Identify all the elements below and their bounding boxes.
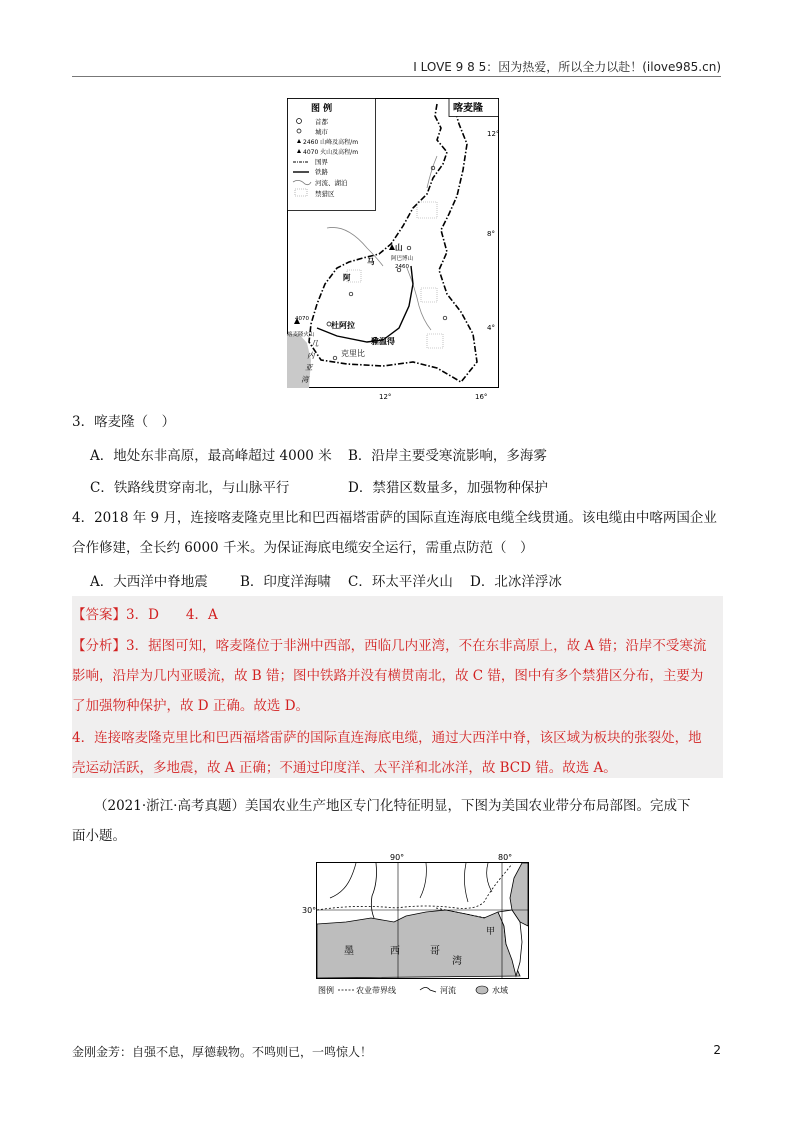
place-label: 雅温得 bbox=[371, 337, 395, 346]
us-agriculture-map bbox=[302, 852, 530, 1000]
map1-legend-item: 禁猎区 bbox=[315, 190, 335, 198]
analysis-line: 影响，沿岸为几内亚暖流，故 B 错；图中铁路并没有横贯南北，故 C 错，图中有多个禁猎区分布，主要为 bbox=[72, 668, 704, 684]
map2-legend-item: 农业带界线 bbox=[356, 986, 396, 995]
map1-title: 喀麦隆 bbox=[453, 103, 483, 114]
lon-label: 80° bbox=[498, 853, 513, 862]
sea-label: 亚 bbox=[305, 363, 313, 372]
intro-line1: （2021·浙江·高考真题）美国农业生产地区专门化特征明显，下图为美国农业带分布局部图。完成下 bbox=[94, 798, 691, 814]
place-label: 4070 bbox=[295, 316, 309, 322]
sea-label: 内 bbox=[307, 351, 315, 360]
lon-label: 90° bbox=[390, 853, 405, 862]
q4-option-b: B．印度洋海啸 bbox=[240, 574, 331, 590]
place-label: 甲 bbox=[486, 927, 496, 937]
place-label: 阿巴博山 bbox=[391, 256, 414, 262]
page-footer: 金刚金芳：自强不息，厚德载物。不鸣则已，一鸣惊人！ bbox=[72, 1045, 373, 1059]
answer-line: 【答案】3．D 4．A bbox=[72, 607, 218, 623]
place-label: 克里比 bbox=[341, 349, 365, 358]
sea-label-char: 墨 bbox=[344, 946, 354, 957]
q3-option-a: A．地处东非高原，最高峰超过 4000 米 bbox=[90, 448, 332, 464]
q3-option-b: B．沿岸主要受寒流影响，多海雾 bbox=[348, 448, 547, 464]
map1-legend-item: 铁路 bbox=[315, 168, 328, 176]
sea-label-char: 哥 bbox=[430, 946, 440, 957]
sea-label-char: 湾 bbox=[452, 956, 462, 967]
q3-option-d: D．禁猎区数量多，加强物种保护 bbox=[348, 480, 548, 496]
lat-label: 4° bbox=[487, 324, 495, 332]
place-label: 山 bbox=[395, 243, 403, 252]
place-label: 喀麦隆火山 bbox=[287, 332, 315, 338]
q4-option-d: D．北冰洋浮冰 bbox=[470, 574, 562, 590]
analysis-line: 4．连接喀麦隆克里比和巴西福塔雷萨的国际直连海底电缆，通过大西洋中脊，该区域为板块的张裂处，地 bbox=[72, 730, 702, 746]
answer-panel bbox=[72, 596, 723, 778]
map1-legend-item: 2460 山峰及高程/m bbox=[303, 139, 359, 146]
map1-legend-item: 4070 火山及高程/m bbox=[303, 149, 359, 156]
map1-legend-item: 河流、湖泊 bbox=[315, 179, 348, 187]
header-divider bbox=[72, 76, 721, 77]
place-label: 2460 bbox=[395, 264, 409, 270]
map1-legend-item: 首都 bbox=[315, 118, 328, 126]
intro-line2: 面小题。 bbox=[72, 828, 126, 844]
analysis-line: 了加强物种保护，故 D 正确。故选 D。 bbox=[72, 698, 310, 714]
question-4-line2: 合作修建，全长约 6000 千米。为保证海底电缆安全运行，需重点防范（ ） bbox=[72, 540, 534, 556]
page-header: I LOVE 9 8 5：因为热爱，所以全力以赴！(ilove985.cn) bbox=[413, 60, 721, 74]
lon-label: 16° bbox=[475, 393, 488, 401]
question-4-line1: 4．2018 年 9 月，连接喀麦隆克里比和巴西福塔雷萨的国际直连海底电缆全线贯通。该电缆由中喀两国企业 bbox=[72, 510, 717, 526]
sea-label-char: 西 bbox=[390, 946, 400, 957]
map1-legend-item: 城市 bbox=[315, 128, 328, 136]
analysis-line: 【分析】3．据图可知，喀麦隆位于非洲中西部，西临几内亚湾，不在东非高原上，故 A 错；沿岸不受寒流 bbox=[72, 638, 707, 654]
place-label: 杜阿拉 bbox=[331, 321, 355, 330]
q3-option-c: C．铁路线贯穿南北，与山脉平行 bbox=[90, 480, 290, 496]
map2-legend-item: 河流 bbox=[440, 986, 456, 995]
analysis-line: 壳运动活跃，多地震，故 A 正确；不通过印度洋、太平洋和北冰洋，故 BCD 错。故选 A。 bbox=[72, 760, 617, 776]
sea-label: 湾 bbox=[301, 375, 309, 384]
lon-label: 12° bbox=[379, 393, 392, 401]
sea-label: 几 bbox=[311, 339, 319, 348]
map2-legend-title: 图例 bbox=[318, 986, 334, 995]
page-number: 2 bbox=[713, 1043, 721, 1057]
cameroon-map bbox=[287, 98, 500, 401]
map1-legend-title: 图 例 bbox=[311, 104, 333, 114]
lat-label: 30° bbox=[302, 906, 317, 915]
map2-legend-item: 水域 bbox=[492, 986, 508, 995]
place-label: 阿 bbox=[343, 273, 351, 282]
place-label: 马 bbox=[367, 257, 375, 266]
lat-label: 8° bbox=[487, 230, 495, 238]
q4-option-a: A．大西洋中脊地震 bbox=[90, 574, 208, 590]
map1-legend-item: 国界 bbox=[315, 158, 328, 166]
question-3-stem: 3．喀麦隆（ ） bbox=[72, 414, 176, 430]
q4-option-c: C．环太平洋火山 bbox=[348, 574, 453, 590]
lat-label: 12° bbox=[487, 130, 500, 138]
